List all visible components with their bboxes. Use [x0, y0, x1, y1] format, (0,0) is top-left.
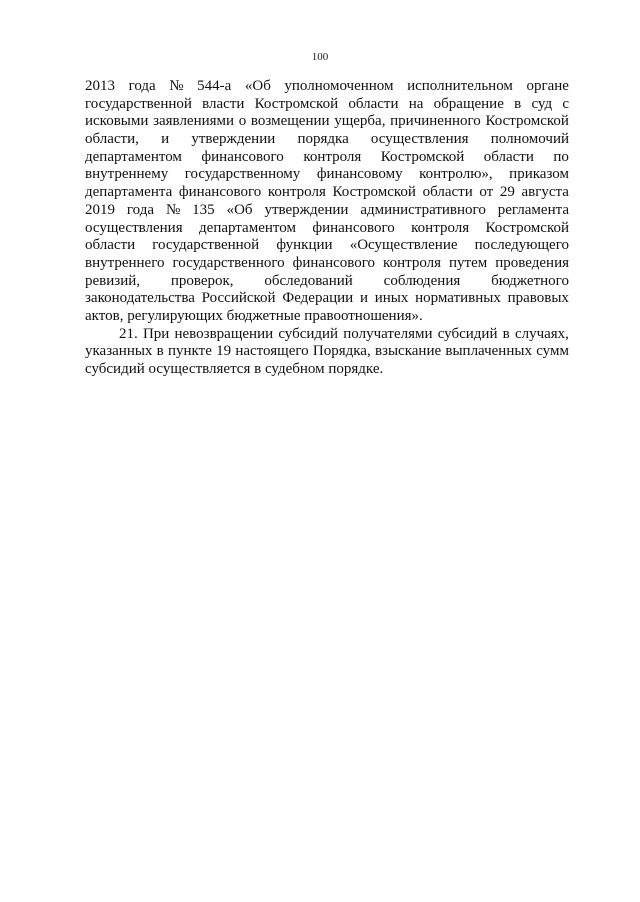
- word: государственной: [152, 237, 260, 254]
- word: Порядка,: [312, 343, 371, 360]
- word: случаях,: [514, 325, 569, 342]
- word: Российской: [201, 290, 276, 307]
- word: органе: [526, 78, 569, 94]
- word: исполнительном: [407, 78, 513, 94]
- text-line: [85, 220, 569, 238]
- word: утверждении: [191, 131, 276, 148]
- text-line: [85, 343, 569, 361]
- word: контроля: [411, 219, 470, 236]
- word: контролю»,: [419, 166, 493, 183]
- word: внутреннего: [85, 254, 165, 271]
- word: возмещении: [250, 113, 330, 130]
- word: административного: [360, 201, 486, 218]
- word: 2019: [85, 201, 115, 218]
- word: указанных: [85, 343, 153, 360]
- word: финансового: [292, 254, 376, 271]
- word: финансового: [312, 219, 395, 236]
- word: проведения: [495, 254, 569, 271]
- word: субсидий осуществляется в судебном порядке.: [85, 361, 384, 377]
- text-line: [85, 131, 569, 149]
- word: и: [359, 290, 368, 307]
- word: ущерба,: [334, 113, 386, 130]
- word: актов, регулирующих бюджетные правоотношения».: [85, 307, 423, 324]
- text-line: [85, 361, 569, 379]
- word: года: [128, 78, 156, 94]
- word: «Об: [244, 78, 271, 94]
- word: с: [562, 95, 569, 112]
- word: пункте: [168, 343, 212, 360]
- word: функции: [276, 237, 333, 254]
- word: 29: [499, 184, 515, 201]
- word: финансового: [201, 148, 284, 165]
- document-body: [85, 78, 569, 379]
- word: и: [161, 131, 170, 148]
- paragraph: [85, 326, 569, 379]
- word: регламента: [497, 201, 569, 218]
- word: нормативных: [415, 290, 501, 307]
- word: 135: [192, 201, 215, 218]
- word: на: [408, 95, 424, 112]
- text-line: [85, 96, 569, 114]
- word: государственной: [85, 95, 192, 112]
- word: о: [238, 113, 247, 130]
- word: невозвращении: [174, 325, 274, 342]
- word: полномочий: [490, 131, 569, 148]
- paragraph: [85, 78, 569, 326]
- word: Федерации: [282, 290, 354, 307]
- word: обследований: [264, 272, 353, 289]
- word: контроля: [303, 148, 362, 165]
- word: 544-а: [197, 78, 232, 94]
- text-line: [85, 308, 569, 326]
- word: утверждении: [264, 201, 349, 218]
- word: государственному: [184, 166, 301, 183]
- word: Костромской: [332, 184, 416, 201]
- word: исковыми: [85, 113, 149, 130]
- word: 21.: [119, 325, 138, 342]
- text-line: [85, 202, 569, 220]
- word: области,: [85, 131, 139, 148]
- word: субсидий: [278, 325, 339, 342]
- word: соблюдения: [383, 272, 461, 289]
- word: последующего: [474, 237, 569, 254]
- word: внутреннему: [85, 166, 169, 183]
- text-line: [85, 166, 569, 184]
- word: области: [85, 237, 136, 254]
- text-line: [85, 149, 569, 167]
- word: финансовому: [316, 166, 403, 183]
- word: от: [479, 184, 494, 201]
- word: проверок,: [170, 272, 234, 289]
- text-line: [85, 78, 569, 96]
- word: приказом: [509, 166, 569, 183]
- word: Костромской: [380, 148, 465, 165]
- word: уполномоченном: [284, 78, 394, 94]
- text-line: [85, 290, 569, 308]
- word: путем: [449, 254, 488, 271]
- word: по: [553, 148, 569, 165]
- text-line: [85, 326, 569, 344]
- word: в: [514, 95, 522, 112]
- word: департамента: [85, 184, 173, 201]
- word: причиненного: [390, 113, 481, 130]
- word: настоящего: [235, 343, 309, 360]
- word: государственного: [172, 254, 285, 271]
- word: августа: [521, 184, 569, 201]
- word: порядка: [297, 131, 349, 148]
- text-line: [85, 273, 569, 291]
- word: обращение: [433, 95, 504, 112]
- word: финансового: [178, 184, 262, 201]
- word: власти: [202, 95, 245, 112]
- word: №: [169, 78, 184, 94]
- word: ревизий,: [85, 272, 140, 289]
- word: бюджетного: [491, 272, 569, 289]
- word: департаментом: [85, 148, 182, 165]
- word: осуществления: [370, 131, 469, 148]
- word: иных: [374, 290, 409, 307]
- word: осуществления: [85, 219, 183, 236]
- word: №: [165, 201, 181, 218]
- word: правовых: [507, 290, 569, 307]
- word: «Осуществление: [349, 237, 458, 254]
- word: При: [142, 325, 170, 342]
- word: получателями: [343, 325, 433, 342]
- word: сумм: [536, 343, 569, 360]
- word: взыскание: [374, 343, 442, 360]
- text-line: [85, 113, 569, 131]
- word: Костромской: [485, 219, 569, 236]
- word: «Об: [226, 201, 253, 218]
- word: области: [422, 184, 473, 201]
- word: области: [348, 95, 399, 112]
- word: в: [156, 343, 164, 360]
- word: контроля: [267, 184, 326, 201]
- word: Костромской: [254, 95, 339, 112]
- word: 2013: [85, 78, 115, 94]
- word: суд: [531, 95, 553, 112]
- word: департаментом: [199, 219, 296, 236]
- text-line: [85, 184, 569, 202]
- word: контроля: [383, 254, 442, 271]
- word: заявлениями: [153, 113, 235, 130]
- word: области: [483, 148, 534, 165]
- word: законодательства: [85, 290, 195, 307]
- word: субсидий: [437, 325, 498, 342]
- word: года: [126, 201, 155, 218]
- page-number: 100: [311, 51, 329, 63]
- word: 19: [216, 343, 232, 360]
- text-line: [85, 255, 569, 273]
- word: Костромской: [485, 113, 569, 130]
- text-line: [85, 237, 569, 255]
- word: выплаченных: [445, 343, 532, 360]
- word: в: [502, 325, 510, 342]
